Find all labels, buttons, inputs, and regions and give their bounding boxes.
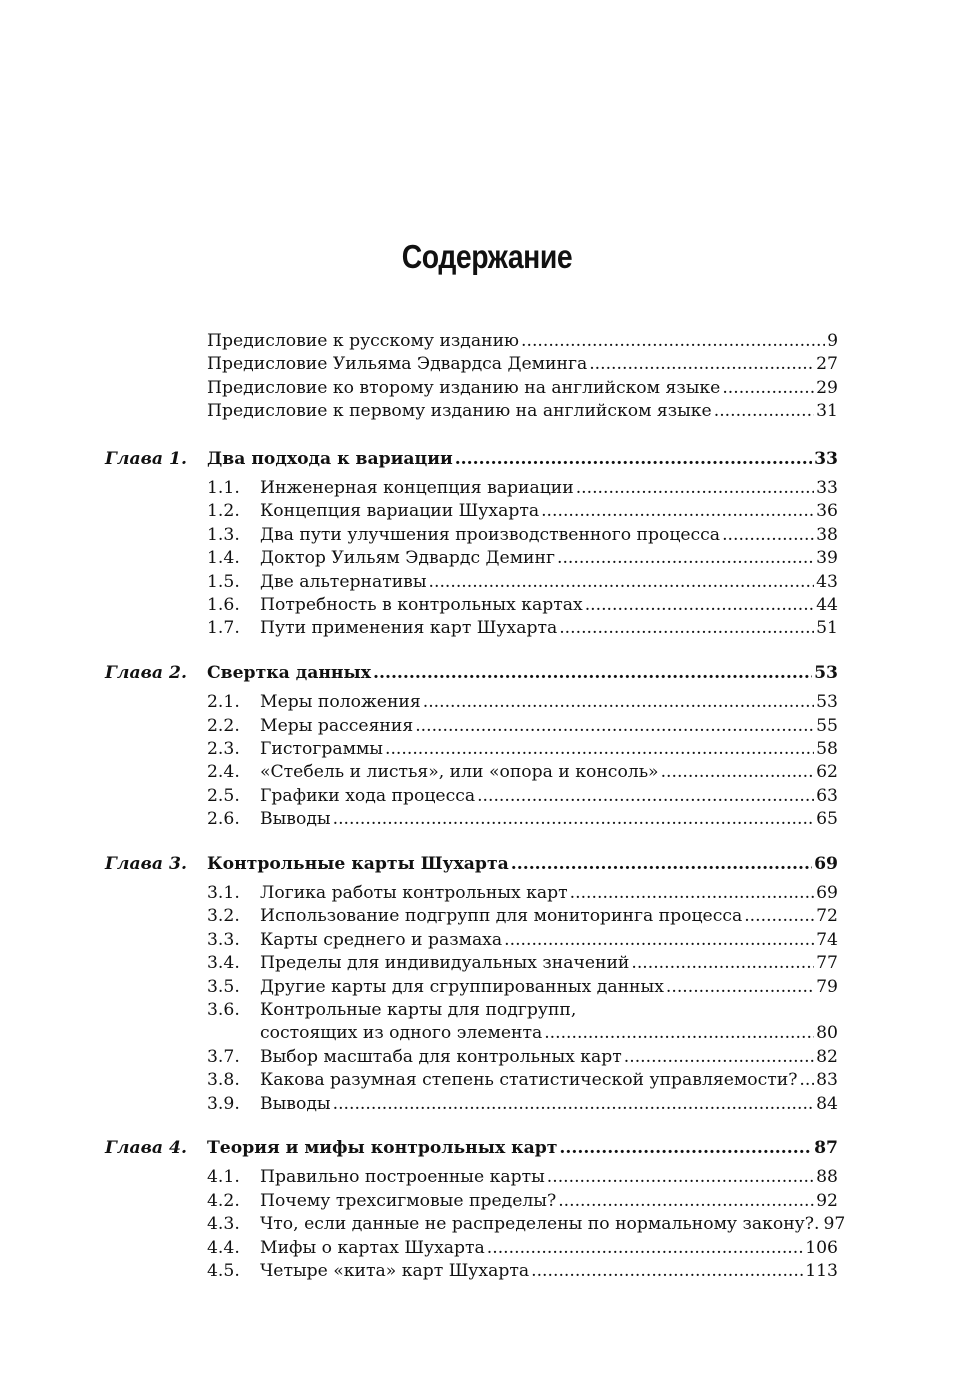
dot-leader <box>511 853 812 876</box>
toc-entry-page: 39 <box>816 548 838 569</box>
toc-entry-title: Контрольные карты для подгрупп, <box>260 1000 577 1020</box>
chapter-entry <box>0 1137 974 1160</box>
toc-entry-leader <box>207 662 838 685</box>
section-entry <box>0 1093 974 1116</box>
toc-entry-title: Выбор масштаба для контрольных карт <box>260 1046 622 1067</box>
toc-entry-page: 77 <box>816 953 838 974</box>
dot-leader <box>722 524 814 547</box>
toc-entry-page: 62 <box>816 762 838 783</box>
section-entry <box>0 617 974 640</box>
toc-entry-page: 80 <box>816 1023 838 1044</box>
section-entry <box>0 905 974 928</box>
section-number: 2.4. <box>207 762 240 783</box>
section-entry <box>0 738 974 761</box>
toc-entry-leader <box>207 853 838 876</box>
toc-entry-title: Гистограммы <box>260 739 383 759</box>
toc-entry-page: 69 <box>816 883 838 903</box>
section-number: 3.6. <box>207 1000 240 1020</box>
section-entry <box>0 808 974 831</box>
toc-entry-page: 36 <box>816 501 838 522</box>
dot-leader <box>521 330 825 353</box>
toc-entry-leader <box>260 691 838 714</box>
toc-entry-leader <box>260 808 838 831</box>
dot-leader <box>547 1166 814 1189</box>
toc-entry-leader <box>260 1213 846 1236</box>
chapter-label: Глава 4. <box>105 1138 187 1158</box>
section-number: 4.3. <box>207 1214 240 1235</box>
toc-entry-leader <box>207 448 838 471</box>
toc-entry-leader <box>207 1137 838 1160</box>
toc-entry-page: 33 <box>814 448 838 469</box>
toc-entry-title: Предисловие Уильяма Эдвардса Деминга <box>207 354 588 375</box>
toc-entry-leader <box>260 1046 838 1069</box>
toc-entry-title: Четыре «кита» карт Шухарта <box>260 1261 530 1281</box>
preface-entry <box>0 377 974 400</box>
dot-leader <box>477 785 814 808</box>
section-entry <box>0 1190 974 1213</box>
dot-leader <box>585 594 814 617</box>
preface-entry <box>0 400 974 423</box>
section-entry <box>0 785 974 808</box>
section-entry <box>0 571 974 594</box>
section-entry <box>0 594 974 617</box>
dot-leader <box>333 808 815 831</box>
preface-entry <box>0 330 974 353</box>
dot-leader <box>504 929 814 952</box>
toc-entry-leader <box>260 500 838 523</box>
toc-entry-page: 53 <box>816 692 838 713</box>
section-entry <box>0 976 974 999</box>
section-number: 1.4. <box>207 548 240 569</box>
toc-entry-title: Свертка данных <box>207 662 371 683</box>
toc-entry-title: Какова разумная степень статистической управляемости? <box>260 1070 798 1091</box>
dot-leader <box>558 1190 814 1213</box>
dot-leader <box>557 547 814 570</box>
section-number: 1.3. <box>207 524 240 545</box>
dot-leader <box>666 976 814 999</box>
section-entry <box>0 929 974 952</box>
section-number: 3.5. <box>207 976 240 997</box>
toc-entry-title: Два подхода к вариации <box>207 448 453 469</box>
toc-entry-page: 9 <box>827 331 838 351</box>
chapter-label: Глава 1. <box>105 448 187 469</box>
toc-entry-leader <box>260 594 838 617</box>
section-number: 3.2. <box>207 906 240 927</box>
toc-entry-page: 88 <box>816 1167 838 1188</box>
chapter-entry <box>0 448 974 471</box>
toc-entry-title: Пути применения карт Шухарта <box>260 618 558 639</box>
section-number: 2.2. <box>207 715 240 736</box>
toc-entry-page: 79 <box>816 976 838 997</box>
section-number: 4.2. <box>207 1190 240 1211</box>
section-number: 3.1. <box>207 883 240 903</box>
dot-leader <box>544 1022 814 1045</box>
section-entry <box>0 500 974 523</box>
chapter-entry <box>0 662 974 685</box>
page-title: Содержание <box>401 238 573 275</box>
section-entry <box>0 1069 974 1092</box>
dot-leader <box>455 448 812 471</box>
dot-leader <box>570 882 814 905</box>
dot-leader <box>385 738 814 761</box>
toc-entry-page: 33 <box>816 478 838 498</box>
toc-entry-title: «Стебель и листья», или «опора и консоль» <box>260 762 659 783</box>
toc-entry-title: Предисловие ко второму изданию на английском языке <box>207 377 721 398</box>
toc-entry-leader <box>207 400 838 423</box>
section-entry <box>0 999 974 1022</box>
toc-entry-page: 44 <box>816 595 838 615</box>
toc-entry-page: 55 <box>816 715 838 736</box>
dot-leader <box>589 353 814 376</box>
toc-entry-leader <box>260 1093 838 1116</box>
dot-leader <box>415 715 814 738</box>
section-entry <box>0 1046 974 1069</box>
section-entry <box>0 691 974 714</box>
toc-entry-page: 58 <box>816 739 838 759</box>
toc-entry-leader <box>207 377 838 400</box>
dot-leader <box>744 905 814 928</box>
toc-entry-page: 74 <box>816 929 838 950</box>
section-number: 2.3. <box>207 739 240 759</box>
toc-entry-page: 87 <box>814 1138 838 1158</box>
toc-entry-title: Инженерная концепция вариации <box>260 478 574 498</box>
section-entry <box>0 1260 974 1283</box>
toc-entry-leader <box>260 524 838 547</box>
toc-entry-leader <box>260 785 838 808</box>
toc-entry-title: Два пути улучшения производственного процесса <box>260 524 721 545</box>
toc-entry-title: Логика работы контрольных карт <box>260 883 568 903</box>
toc-entry-title: Концепция вариации Шухарта <box>260 501 540 522</box>
dot-leader <box>541 500 814 523</box>
section-entry <box>0 1237 974 1260</box>
toc-entry-page: 84 <box>816 1093 838 1114</box>
section-number: 2.1. <box>207 692 240 713</box>
toc-entry-leader <box>260 1260 838 1283</box>
toc-entry-page: 43 <box>816 571 838 592</box>
section-entry <box>0 882 974 905</box>
toc-entry-page: 31 <box>816 401 838 422</box>
dot-leader <box>559 617 814 640</box>
toc-entry-leader <box>260 617 838 640</box>
chapter-entry <box>0 853 974 876</box>
section-entry-continued <box>0 1022 974 1045</box>
toc-entry-title: Что, если данные не распределены по нормальному закону?. <box>260 1214 820 1235</box>
toc-entry-page: 65 <box>816 809 838 830</box>
section-number: 3.7. <box>207 1046 240 1067</box>
section-number: 3.3. <box>207 929 240 950</box>
section-entry <box>0 1166 974 1189</box>
dot-leader <box>624 1046 814 1069</box>
toc-entry-page: 106 <box>805 1237 838 1258</box>
toc-entry-title: Предисловие к первому изданию на английском языке <box>207 401 712 422</box>
dot-leader <box>429 571 815 594</box>
toc-entry-title: Почему трехсигмовые пределы? <box>260 1190 557 1211</box>
section-number: 3.4. <box>207 953 240 974</box>
section-number: 4.4. <box>207 1237 240 1258</box>
dot-leader <box>559 1137 812 1160</box>
toc-entry-leader <box>260 1022 838 1045</box>
toc-entry-page: 83 <box>816 1070 838 1091</box>
toc-entry-title: Теория и мифы контрольных карт <box>207 1138 558 1158</box>
section-number: 1.7. <box>207 618 240 639</box>
toc-entry-title: Контрольные карты Шухарта <box>207 853 509 874</box>
toc-entry-leader <box>260 547 838 570</box>
toc-entry-leader <box>260 715 838 738</box>
toc-entry-leader <box>260 761 838 784</box>
toc-entry-leader <box>260 1190 838 1213</box>
toc-entry-title: Выводы <box>260 809 331 830</box>
toc-entry-title: Потребность в контрольных картах <box>260 595 583 615</box>
toc-entry-page: 29 <box>816 377 838 398</box>
toc-entry-title: Карты среднего и размаха <box>260 929 503 950</box>
toc-entry-page: 82 <box>816 1046 838 1067</box>
section-entry <box>0 715 974 738</box>
section-number: 1.2. <box>207 501 240 522</box>
toc-entry-leader <box>207 353 838 376</box>
section-entry <box>0 952 974 975</box>
toc-entry-leader <box>260 929 838 952</box>
toc-entry-leader <box>260 738 838 761</box>
toc-entry-page: 69 <box>814 853 838 874</box>
toc-entry-leader <box>260 976 838 999</box>
toc-entry-page: 63 <box>816 785 838 806</box>
toc-entry-title: Мифы о картах Шухарта <box>260 1237 485 1258</box>
toc-entry-leader <box>260 882 838 905</box>
section-number: 2.5. <box>207 785 240 806</box>
chapter-label: Глава 3. <box>105 853 187 874</box>
toc-entry-page: 97 <box>823 1214 846 1235</box>
dot-leader <box>714 400 814 423</box>
section-number: 1.6. <box>207 595 240 615</box>
toc-entry-leader <box>260 1237 838 1260</box>
toc-entry-page: 72 <box>816 906 838 927</box>
toc-entry-leader <box>260 952 838 975</box>
section-number: 1.1. <box>207 478 240 498</box>
toc-entry-page: 38 <box>816 524 838 545</box>
toc-entry-leader <box>207 330 838 353</box>
toc-entry-leader <box>260 571 838 594</box>
toc-entry-title: Выводы <box>260 1093 331 1114</box>
toc-entry-page: 51 <box>816 618 838 639</box>
toc-entry-title: Меры рассеяния <box>260 715 414 736</box>
dot-leader <box>631 952 814 975</box>
toc-entry-leader <box>260 1069 838 1092</box>
dot-leader <box>487 1237 803 1260</box>
dot-leader <box>373 662 812 685</box>
section-number: 2.6. <box>207 809 240 830</box>
toc-entry-page: 92 <box>816 1190 838 1211</box>
toc-entry-title: Две альтернативы <box>260 571 427 592</box>
section-number: 3.8. <box>207 1070 240 1091</box>
section-entry <box>0 761 974 784</box>
toc-entry-title: Правильно построенные карты <box>260 1167 545 1188</box>
toc-entry-page: 27 <box>816 354 838 375</box>
dot-leader <box>799 1069 814 1092</box>
dot-leader <box>722 377 814 400</box>
section-entry <box>0 547 974 570</box>
toc-entry-leader <box>260 905 838 928</box>
toc-entry-page: 53 <box>814 662 838 683</box>
chapter-label: Глава 2. <box>105 662 187 683</box>
section-entry <box>0 477 974 500</box>
toc-entry-title: состоящих из одного элемента <box>260 1023 543 1044</box>
dot-leader <box>333 1093 815 1116</box>
section-entry <box>0 524 974 547</box>
preface-entry <box>0 353 974 376</box>
section-number: 3.9. <box>207 1093 240 1114</box>
toc-entry-page: 113 <box>805 1261 838 1281</box>
toc-entry-title: Использование подгрупп для мониторинга процесса <box>260 906 743 927</box>
dot-leader <box>661 761 815 784</box>
toc-entry-leader <box>260 477 838 500</box>
dot-leader <box>423 691 814 714</box>
toc-entry-title: Пределы для индивидуальных значений <box>260 953 630 974</box>
section-entry <box>0 1213 974 1236</box>
section-number: 4.5. <box>207 1261 240 1281</box>
toc-entry-title: Графики хода процесса <box>260 785 476 806</box>
toc-entry-title: Меры положения <box>260 692 421 713</box>
dot-leader <box>531 1260 803 1283</box>
toc-entry-leader <box>260 1166 838 1189</box>
toc-entry-title: Доктор Уильям Эдвардс Деминг <box>260 548 555 569</box>
section-number: 1.5. <box>207 571 240 592</box>
toc-entry-title: Другие карты для сгруппированных данных <box>260 976 664 997</box>
toc-entry-title: Предисловие к русскому изданию <box>207 331 520 351</box>
section-number: 4.1. <box>207 1167 240 1188</box>
dot-leader <box>576 477 814 500</box>
